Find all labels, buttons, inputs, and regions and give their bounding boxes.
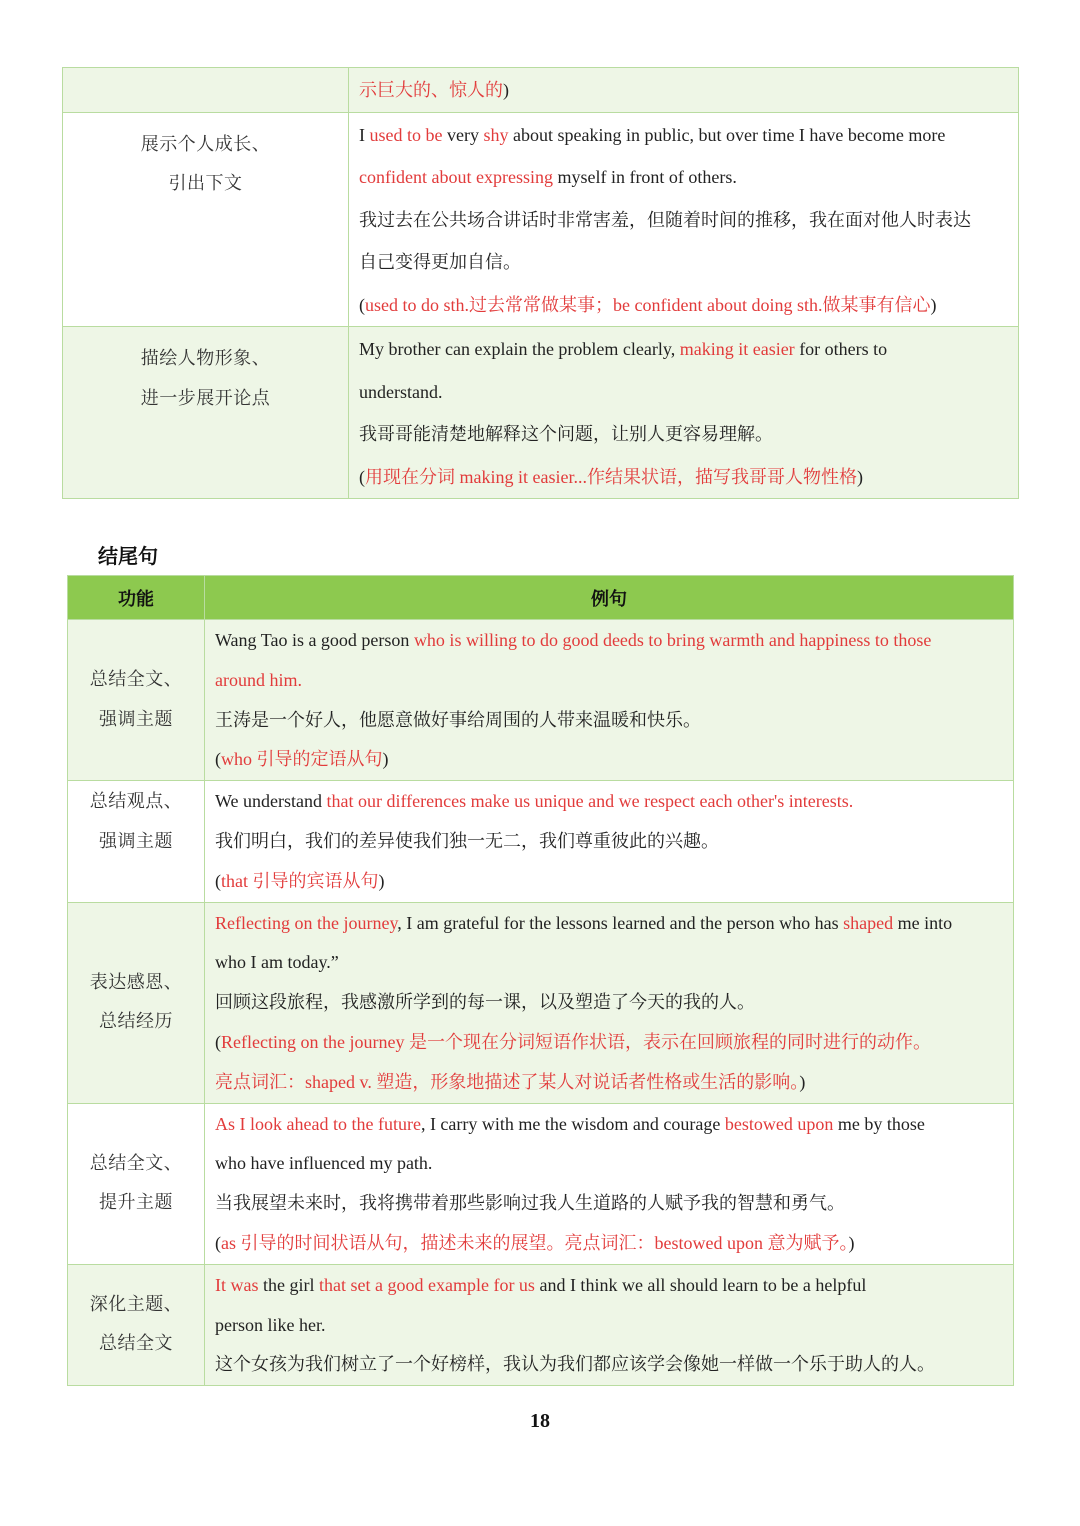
example-line [215, 701, 1005, 741]
highlighted-text: Reflecting on the journey [215, 912, 398, 933]
plain-text: 回顾这段旅程，我感激所学到的每一课，以及塑造了今天的我的人。 [215, 992, 755, 1013]
function-label-line: 引出下文 [168, 173, 243, 193]
plain-text: me into [893, 912, 953, 933]
highlighted-text: who 引导的定语从句 [221, 749, 383, 770]
function-cell [68, 620, 205, 781]
plain-text: 这个女孩为我们树立了一个好榜样，我认为我们都应该学会像她一样做一个乐于助人的人。 [215, 1354, 935, 1375]
example-cell [349, 112, 1019, 327]
plain-text: 自己变得更加自信。 [359, 252, 521, 272]
example-line [359, 241, 1010, 284]
function-label-line: 描绘人物形象、 [140, 348, 271, 368]
function-label-line: 深化主题、 [89, 1293, 183, 1314]
plain-text: 当我展望未来时，我将携带着那些影响过我人生道路的人赋予我的智慧和勇气。 [215, 1193, 845, 1214]
function-cell [68, 781, 205, 902]
highlighted-text: used to do sth.过去常常做某事；be confident about doing sth.做某事有信心 [365, 294, 931, 315]
column-header-example: 例句 [205, 576, 1014, 620]
highlighted-text: that 引导的宾语从句 [221, 870, 379, 891]
example-cell [205, 1103, 1014, 1264]
plain-text: ) [799, 1071, 806, 1092]
example-line [215, 983, 1005, 1023]
example-line [215, 1345, 1005, 1385]
function-label-line: 强调主题 [99, 708, 173, 729]
function-label-line: 表达感恩、 [89, 971, 183, 992]
example-line [215, 1105, 1005, 1145]
function-label-line: 提升主题 [99, 1192, 173, 1213]
example-cell [205, 620, 1014, 781]
function-label-line: 强调主题 [99, 830, 173, 851]
highlighted-text: confident about expressing [359, 167, 553, 187]
example-line [359, 156, 1010, 199]
function-cell [68, 1264, 205, 1385]
plain-text: ( [215, 1232, 221, 1253]
example-line [359, 114, 1010, 157]
function-cell [63, 68, 349, 113]
plain-text: ) [378, 870, 385, 891]
plain-text: and I think we all should learn to be a helpful [534, 1274, 867, 1295]
example-cell [205, 902, 1014, 1103]
example-line [359, 371, 1010, 414]
example-cell [205, 1264, 1014, 1385]
plain-text: ( [359, 466, 365, 487]
highlighted-text: around him. [215, 669, 302, 690]
example-line [359, 456, 1010, 499]
plain-text: about speaking in public, but over time I have become more [508, 124, 946, 145]
example-line [215, 1224, 1005, 1264]
function-label-line: 总结全文、 [89, 669, 183, 690]
plain-text: for others to [794, 339, 888, 359]
plain-text: me by those [833, 1113, 925, 1134]
plain-text: , I carry with me the wisdom and courage [420, 1113, 725, 1134]
highlighted-text: Reflecting on the journey 是一个现在分词短语作状语，表示在回顾旅程的同时进行的动作。 [221, 1031, 931, 1052]
example-line [215, 1266, 1005, 1306]
top-table [62, 67, 1019, 499]
example-line [215, 782, 1005, 822]
section-title: 结尾句 [98, 544, 158, 568]
function-label-line: 总结全文 [99, 1333, 173, 1354]
example-line [215, 822, 1005, 862]
plain-text: ) [856, 466, 863, 487]
plain-text: who have influenced my path. [215, 1153, 433, 1174]
example-line [359, 328, 1010, 371]
example-line [215, 1144, 1005, 1184]
plain-text: My brother can explain the problem clearly, [359, 339, 680, 359]
example-line [359, 199, 1010, 242]
highlighted-text: that set a good example for us [319, 1274, 535, 1295]
function-cell [63, 112, 349, 327]
plain-text: We understand [215, 791, 327, 812]
example-line [215, 661, 1005, 701]
table-row [63, 112, 1019, 327]
highlighted-text: 用现在分词 making it easier...作结果状语，描写我哥哥人物性格 [365, 466, 857, 487]
plain-text: person like her. [215, 1314, 326, 1335]
column-header-function: 功能 [68, 576, 205, 620]
highlighted-text: 示巨大的、惊人的 [359, 80, 503, 100]
table-row [68, 1264, 1014, 1385]
plain-text: 王涛是一个好人，他愿意做好事给周围的人带来温暖和快乐。 [215, 709, 701, 730]
highlighted-text: shy [483, 124, 509, 145]
highlighted-text: as 引导的时间状语从句，描述未来的展望。亮点词汇：bestowed upon 意为赋予。 [221, 1232, 849, 1253]
example-line [215, 904, 1005, 944]
table-row [68, 902, 1014, 1103]
highlighted-text: making it easier [679, 339, 795, 359]
plain-text: who I am today.” [215, 952, 339, 973]
highlighted-text: As I look ahead to the future [215, 1113, 421, 1134]
table-row [63, 68, 1019, 113]
example-line [215, 1023, 1005, 1063]
example-line [215, 1184, 1005, 1224]
page-number: 18 [530, 1410, 550, 1432]
plain-text: the girl [258, 1274, 319, 1295]
example-cell [349, 327, 1019, 499]
table-header-row [68, 576, 1014, 620]
plain-text: very [442, 124, 484, 145]
highlighted-text: shaped [843, 912, 894, 933]
function-label-line: 总结全文、 [89, 1152, 183, 1173]
example-line [359, 413, 1010, 456]
plain-text: , I am grateful for the lessons learned and the person who has [397, 912, 844, 933]
function-label-line: 进一步展开论点 [140, 387, 271, 408]
example-line [359, 69, 1010, 112]
table-row [68, 781, 1014, 902]
plain-text: ) [930, 294, 937, 315]
highlighted-text: It was [215, 1274, 259, 1295]
highlighted-text: bestowed upon [724, 1113, 834, 1134]
function-label-line: 总结观点、 [89, 791, 183, 812]
example-cell [205, 781, 1014, 902]
plain-text: 我们明白，我们的差异使我们独一无二，我们尊重彼此的兴趣。 [215, 830, 719, 851]
example-line [359, 284, 1010, 327]
plain-text: 我哥哥能清楚地解释这个问题，让别人更容易理解。 [359, 424, 773, 444]
function-cell [68, 1103, 205, 1264]
example-line [215, 943, 1005, 983]
plain-text: ) [503, 80, 509, 100]
plain-text: 我过去在公共场合讲话时非常害羞，但随着时间的推移，我在面对他人时表达 [359, 209, 971, 230]
plain-text: understand. [359, 381, 443, 402]
table-row [68, 1103, 1014, 1264]
plain-text: I [359, 124, 370, 145]
plain-text: myself in front of others. [552, 167, 737, 187]
plain-text: ( [359, 294, 365, 315]
example-line [215, 740, 1005, 780]
highlighted-text: who is willing to do good deeds to bring warmth and happiness to those [413, 630, 932, 650]
function-label-line: 展示个人成长、 [140, 133, 271, 154]
function-label-line: 总结经历 [99, 1011, 173, 1032]
example-cell [349, 68, 1019, 113]
example-line [215, 621, 1005, 661]
table-row [63, 327, 1019, 499]
plain-text: ( [215, 749, 221, 770]
closing-sentence-table [67, 575, 1014, 1386]
example-line [215, 862, 1005, 902]
table-row [68, 620, 1014, 781]
plain-text: ( [215, 870, 221, 891]
plain-text: ) [848, 1232, 855, 1253]
plain-text: Wang Tao is a good person [215, 630, 414, 650]
plain-text: ) [382, 749, 389, 770]
plain-text: ( [215, 1031, 221, 1052]
highlighted-text: 亮点词汇：shaped v. 塑造，形象地描述了某人对说话者性格或生活的影响。 [215, 1071, 800, 1092]
example-line [215, 1063, 1005, 1103]
highlighted-text: used to be [369, 124, 443, 145]
function-cell [68, 902, 205, 1103]
function-cell [63, 327, 349, 499]
example-line [215, 1306, 1005, 1346]
highlighted-text: that our differences make us unique and we respect each other's interests. [326, 791, 854, 812]
